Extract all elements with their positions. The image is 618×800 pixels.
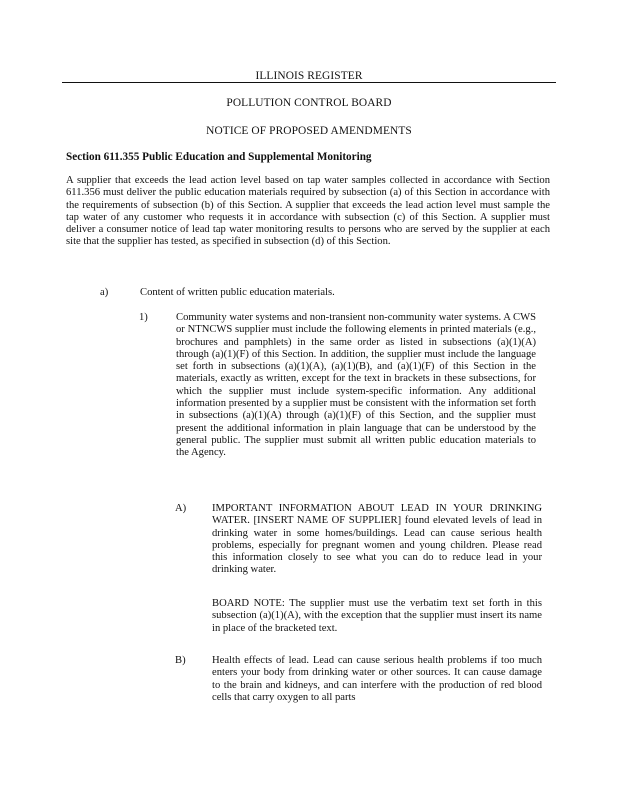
board-note: BOARD NOTE: The supplier must use the verbatim text set forth in this subsection (a)(1)(A), with the exception that the supplier must insert its name in place of the bracketed text. [212,598,542,634]
intro-paragraph: A supplier that exceeds the lead action level based on tap water samples collected in accordance with Section 611.356 must deliver the public education materials required by subsection (a) of this Section in accordance with the requirements of subsection (b) of this Section. A supplier that exceeds the lead action level must sample the tap water of any customer who requests it in accordance with subsection (c) of this Section. A supplier must deliver a consumer notice of lead tap water monitoring results to persons who are served by the supplier at each site that the supplier has tested, as specified in subsection (d) of this Section. [66,175,550,248]
item-1-label: 1) [139,312,148,323]
section-heading: Section 611.355 Public Education and Supplemental Monitoring [66,151,372,163]
item-A-label: A) [175,503,187,514]
item-1-text: Community water systems and non-transient non-community water systems. A CWS or NTNCWS supplier must include the following elements in printed materials (e.g., brochures and pamphlets) in the same order as listed in subsections (a)(1)(A) through (a)(1)(F) of this Section. In addition, the supplier must include the language set forth in subsections (a)(1)(A), (a)(1)(B), and (a)(1)(F) of this Section in the materials, exactly as written, except for the text in brackets in these subsections, for which the supplier must include system-specific information. Any additional information presented by a supplier must be consistent with the information set forth in subsections (a)(1)(A) through (a)(1)(F) of this Section, and the supplier must present the additional information in plain language that can be understood by the general public. The supplier must submit all written public education materials to the Agency. [176,312,536,459]
register-title: ILLINOIS REGISTER [255,70,363,82]
item-B-label: B) [175,655,186,666]
item-A-text: IMPORTANT INFORMATION ABOUT LEAD IN YOUR DRINKING WATER. [INSERT NAME OF SUPPLIER] found elevated levels of lead in drinking water in some homes/buildings. Lead can cause serious health problems, especially for pregnant women and young children. Please read this information closely to see what you can do to reduce lead in your drinking water. [212,503,542,576]
subsection-a-heading: Content of written public education materials. [140,287,335,298]
board-title: POLLUTION CONTROL BOARD [226,97,392,109]
notice-title: NOTICE OF PROPOSED AMENDMENTS [206,125,412,137]
subsection-a-label: a) [100,287,109,298]
item-B-text: Health effects of lead. Lead can cause serious health problems if too much enters your body from drinking water or other sources. It can cause damage to the brain and kidneys, and can interfere with the production of red blood cells that carry oxygen to all parts [212,655,542,703]
header-rule [62,82,556,83]
